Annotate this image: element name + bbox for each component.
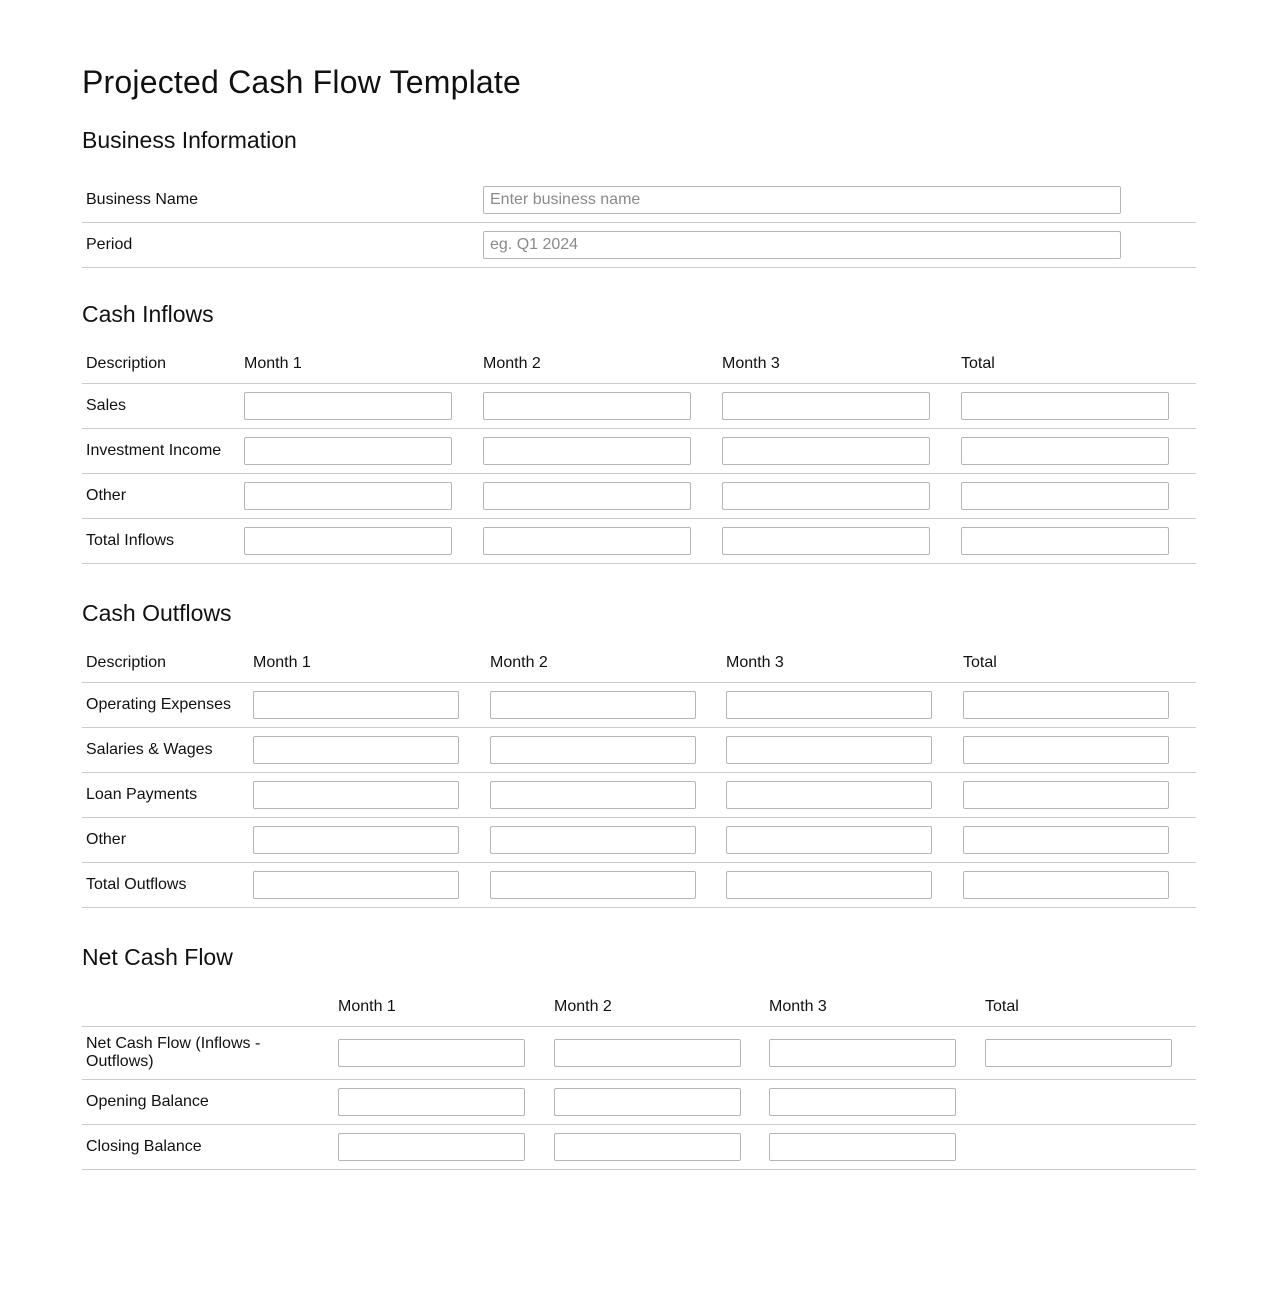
cash-inflows-section	[82, 301, 1196, 564]
cash-outflows-section	[82, 600, 1196, 908]
other-inflow-month-1-input[interactable]	[244, 482, 452, 510]
other-outflow-month-3-input[interactable]	[726, 826, 932, 854]
cash-inflows-header-row	[82, 345, 1196, 384]
total-outflows-month-2-input[interactable]	[490, 871, 696, 899]
investment-income-total-input[interactable]	[961, 437, 1169, 465]
operating-expenses-month-3-input[interactable]	[726, 691, 932, 719]
total-inflows-month-2-input[interactable]	[483, 527, 691, 555]
cash-outflows-heading: Cash Outflows	[82, 600, 232, 626]
cash-outflows-table	[82, 644, 1196, 908]
sales-month-2-input[interactable]	[483, 392, 691, 420]
column-header: Total	[957, 345, 1196, 384]
other-inflow-month-3-input[interactable]	[722, 482, 930, 510]
loan-payments-month-2-input[interactable]	[490, 781, 696, 809]
business-info-section	[82, 127, 1196, 268]
row-label: Net Cash Flow (Inflows - Outflows)	[82, 1027, 334, 1080]
sales-month-3-input[interactable]	[722, 392, 930, 420]
table-row	[82, 474, 1196, 519]
cash-inflows-table	[82, 345, 1196, 564]
column-header: Total	[959, 644, 1196, 683]
net-cash-flow-month-1-input[interactable]	[338, 1039, 525, 1067]
salaries-wages-month-2-input[interactable]	[490, 736, 696, 764]
table-row	[82, 773, 1196, 818]
row-label: Total Outflows	[82, 863, 249, 908]
row-label: Opening Balance	[82, 1080, 334, 1125]
row-label: Sales	[82, 384, 240, 429]
column-header: Month 1	[334, 988, 550, 1027]
opening-balance-month-1-input[interactable]	[338, 1088, 525, 1116]
business-name-row	[82, 178, 1196, 223]
column-header	[82, 988, 334, 1027]
column-header: Month 3	[765, 988, 981, 1027]
operating-expenses-month-1-input[interactable]	[253, 691, 459, 719]
sales-month-1-input[interactable]	[244, 392, 452, 420]
total-outflows-total-input[interactable]	[963, 871, 1169, 899]
column-header: Description	[82, 644, 249, 683]
row-label: Other	[82, 818, 249, 863]
row-label: Investment Income	[82, 429, 240, 474]
row-label: Closing Balance	[82, 1125, 334, 1170]
net-cash-flow-table	[82, 988, 1196, 1170]
operating-expenses-total-input[interactable]	[963, 691, 1169, 719]
business-name-input[interactable]	[483, 186, 1121, 214]
closing-balance-month-2-input[interactable]	[554, 1133, 741, 1161]
opening-balance-month-2-input[interactable]	[554, 1088, 741, 1116]
business-info-heading: Business Information	[82, 127, 297, 153]
net-cash-flow-month-2-input[interactable]	[554, 1039, 741, 1067]
business-info-table	[82, 178, 1196, 268]
table-row	[82, 384, 1196, 429]
table-row	[82, 519, 1196, 564]
closing-balance-month-1-input[interactable]	[338, 1133, 525, 1161]
row-label: Operating Expenses	[82, 683, 249, 728]
total-outflows-month-1-input[interactable]	[253, 871, 459, 899]
other-inflow-month-2-input[interactable]	[483, 482, 691, 510]
total-outflows-month-3-input[interactable]	[726, 871, 932, 899]
table-row	[82, 1125, 1196, 1170]
investment-income-month-2-input[interactable]	[483, 437, 691, 465]
business-name-label: Business Name	[82, 178, 479, 223]
opening-balance-month-3-input[interactable]	[769, 1088, 956, 1116]
investment-income-month-1-input[interactable]	[244, 437, 452, 465]
loan-payments-month-3-input[interactable]	[726, 781, 932, 809]
net-cash-flow-header-row	[82, 988, 1196, 1027]
column-header: Total	[981, 988, 1196, 1027]
cash-outflows-header-row	[82, 644, 1196, 683]
table-row	[82, 1080, 1196, 1125]
period-label: Period	[82, 223, 479, 268]
other-outflow-total-input[interactable]	[963, 826, 1169, 854]
salaries-wages-month-3-input[interactable]	[726, 736, 932, 764]
sales-total-input[interactable]	[961, 392, 1169, 420]
cash-inflows-heading: Cash Inflows	[82, 301, 214, 327]
salaries-wages-total-input[interactable]	[963, 736, 1169, 764]
net-cash-flow-heading: Net Cash Flow	[82, 944, 233, 970]
table-row	[82, 818, 1196, 863]
total-inflows-month-1-input[interactable]	[244, 527, 452, 555]
net-cash-flow-section	[82, 944, 1196, 1170]
other-outflow-month-1-input[interactable]	[253, 826, 459, 854]
table-row	[82, 683, 1196, 728]
table-row	[82, 1027, 1196, 1080]
closing-balance-month-3-input[interactable]	[769, 1133, 956, 1161]
column-header: Month 3	[718, 345, 957, 384]
row-label: Salaries & Wages	[82, 728, 249, 773]
salaries-wages-month-1-input[interactable]	[253, 736, 459, 764]
net-cash-flow-total-input[interactable]	[985, 1039, 1172, 1067]
column-header: Month 1	[249, 644, 486, 683]
other-outflow-month-2-input[interactable]	[490, 826, 696, 854]
total-inflows-month-3-input[interactable]	[722, 527, 930, 555]
column-header: Month 1	[240, 345, 479, 384]
row-label: Total Inflows	[82, 519, 240, 564]
column-header: Month 3	[722, 644, 959, 683]
table-row	[82, 728, 1196, 773]
total-inflows-total-input[interactable]	[961, 527, 1169, 555]
period-input[interactable]	[483, 231, 1121, 259]
column-header: Month 2	[486, 644, 722, 683]
table-row	[82, 863, 1196, 908]
column-header: Month 2	[550, 988, 765, 1027]
row-label: Other	[82, 474, 240, 519]
period-row	[82, 223, 1196, 268]
other-inflow-total-input[interactable]	[961, 482, 1169, 510]
column-header: Description	[82, 345, 240, 384]
loan-payments-total-input[interactable]	[963, 781, 1169, 809]
table-row	[82, 429, 1196, 474]
investment-income-month-3-input[interactable]	[722, 437, 930, 465]
net-cash-flow-month-3-input[interactable]	[769, 1039, 956, 1067]
column-header: Month 2	[479, 345, 718, 384]
loan-payments-month-1-input[interactable]	[253, 781, 459, 809]
row-label: Loan Payments	[82, 773, 249, 818]
operating-expenses-month-2-input[interactable]	[490, 691, 696, 719]
page-title: Projected Cash Flow Template	[82, 64, 521, 100]
